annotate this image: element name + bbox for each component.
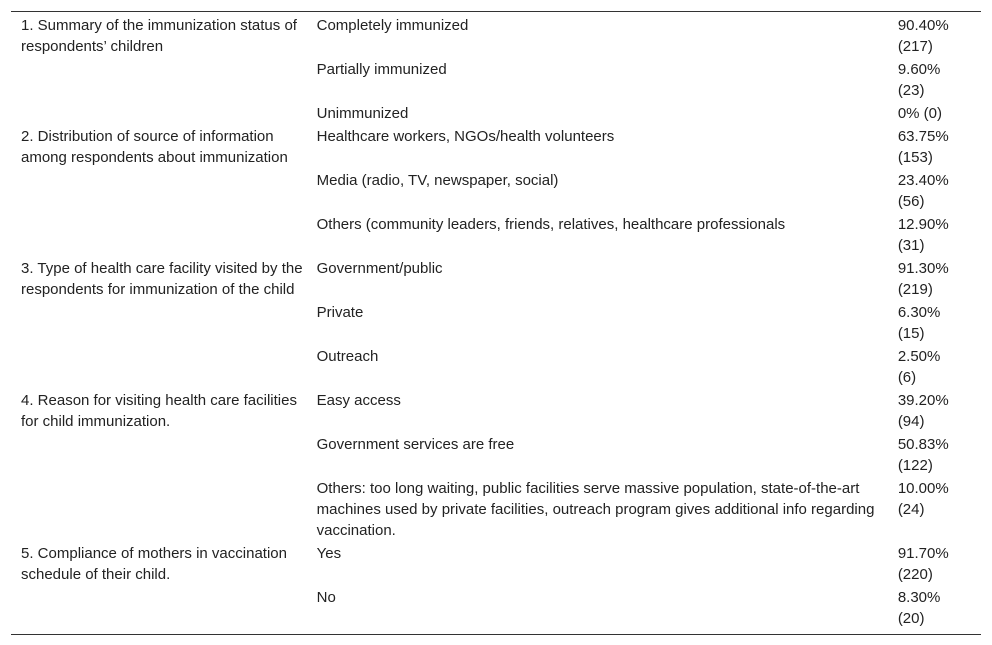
count-value: (24) [897, 501, 925, 518]
item-label: Government services are free [316, 436, 515, 453]
percent-value: 10.00% [897, 480, 949, 497]
value-cell [898, 213, 981, 257]
percent-value: 9.60% [897, 61, 941, 78]
count-value: (153) [897, 149, 933, 166]
percent-value: 39.20% [897, 392, 949, 409]
value-cell [898, 389, 981, 433]
group-label: 4. Reason for visiting health care facilities for child immunization. [21, 392, 297, 430]
count-value: (56) [897, 193, 925, 210]
count-value: (23) [897, 82, 925, 99]
item-label: Private [316, 304, 364, 321]
value-cell [898, 477, 981, 542]
table-row [11, 125, 981, 169]
count-value: (122) [897, 457, 933, 474]
percent-value: 8.30% [897, 589, 941, 606]
percent-value: 63.75% [897, 128, 949, 145]
group-label: 2. Distribution of source of information among respondents about immunization [21, 128, 288, 166]
percent-value: 2.50% [897, 348, 941, 365]
table-row [11, 12, 981, 59]
value-cell [898, 301, 981, 345]
group-label: 5. Compliance of mothers in vaccination schedule of their child. [21, 545, 287, 583]
value-cell [898, 433, 981, 477]
percent-value: 0% (0) [897, 105, 942, 122]
count-value: (20) [897, 610, 925, 627]
percent-value: 50.83% [897, 436, 949, 453]
item-label: No [316, 589, 336, 606]
count-value: (217) [897, 38, 933, 55]
item-label: Government/public [316, 260, 443, 277]
item-label: Healthcare workers, NGOs/health volunteers [316, 128, 615, 145]
value-cell [898, 586, 981, 635]
table-row [11, 542, 981, 586]
immunization-table [11, 11, 981, 635]
value-cell [898, 542, 981, 586]
table-row [11, 257, 981, 301]
item-label: Completely immunized [316, 17, 469, 34]
percent-value: 23.40% [897, 172, 949, 189]
table-row [11, 389, 981, 433]
value-cell [898, 12, 981, 59]
group-label: 3. Type of health care facility visited by the respondents for immunization of the child [21, 260, 303, 298]
item-label: Others: too long waiting, public facilities serve massive population, state-of-the-art machines used by private facilities, outreach program gives additional info regarding vaccination. [316, 480, 875, 539]
item-label: Others (community leaders, friends, relatives, healthcare professionals [316, 216, 786, 233]
percent-value: 90.40% [897, 17, 949, 34]
item-label: Yes [316, 545, 342, 562]
percent-value: 91.30% [897, 260, 949, 277]
count-value: (6) [897, 369, 917, 386]
count-value: (219) [897, 281, 933, 298]
count-value: (15) [897, 325, 925, 342]
value-cell [898, 257, 981, 301]
item-label: Easy access [316, 392, 401, 409]
count-value: (94) [897, 413, 925, 430]
percent-value: 12.90% [897, 216, 949, 233]
value-cell [898, 58, 981, 102]
group-label: 1. Summary of the immunization status of respondents’ children [21, 17, 297, 55]
percent-value: 6.30% [897, 304, 941, 321]
item-label: Outreach [316, 348, 379, 365]
value-cell [898, 345, 981, 389]
percent-value: 91.70% [897, 545, 949, 562]
count-value: (31) [897, 237, 925, 254]
value-cell [898, 169, 981, 213]
count-value: (220) [897, 566, 933, 583]
value-cell [898, 125, 981, 169]
item-label: Partially immunized [316, 61, 447, 78]
value-cell [898, 102, 981, 125]
item-label: Media (radio, TV, newspaper, social) [316, 172, 559, 189]
item-label: Unimmunized [316, 105, 409, 122]
